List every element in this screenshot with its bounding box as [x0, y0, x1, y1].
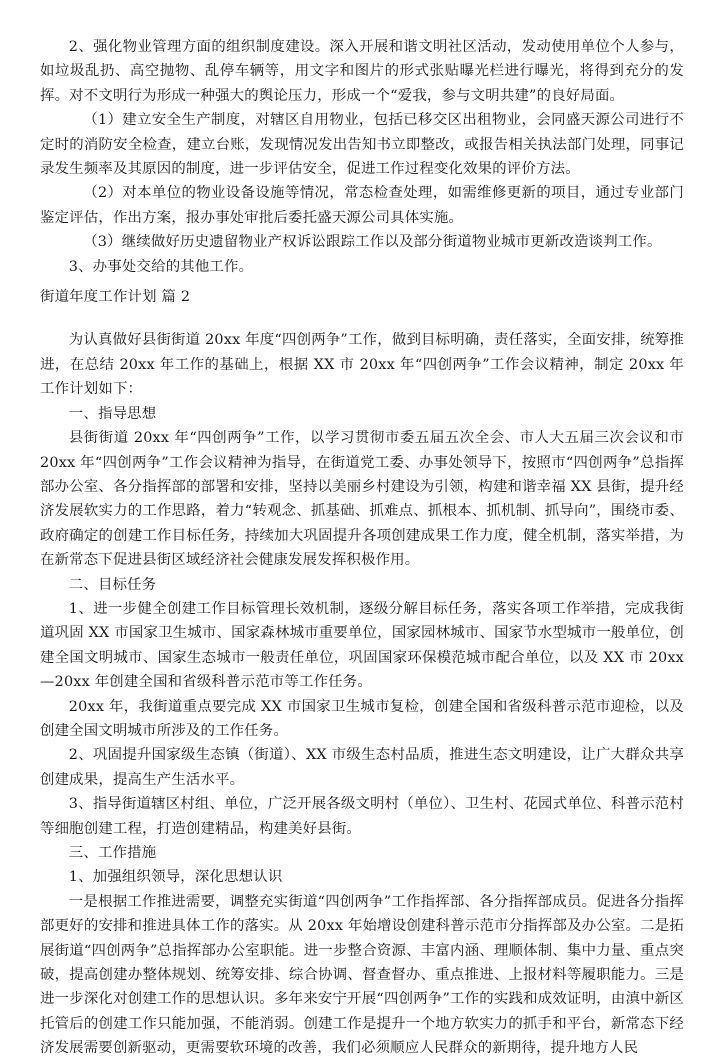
paragraph: 2、巩固提升国家级生态镇（街道）、XX 市级生态村品质，推进生态文明建设，让广大群众共享创建成果，提高生产生活水平。: [40, 747, 684, 788]
paragraph: （2）对本单位的物业设备设施等情况，常态检查处理，如需维修更新的项目，通过专业部门鉴定评估，作出方案，报办事处审批后委托盛天源公司具体实施。: [40, 185, 684, 226]
paragraph: 县街街道 20xx 年“四创两争”工作，以学习贯彻市委五届五次全会、市人大五届三次会议和市 20xx 年“四创两争”工作会议精神为指导，在街道党工委、办事处领导下，按照市“四创两争”总指挥部办公室、各分指挥部的部署和安排，坚持以美丽乡村建设为引领，构建和谐幸福 XX 县街，提升经济发展软实力的工作思路，着力“转观念、抓基础、抓难点、抓根本、抓机制、抓导向”，围绕市委、政府确定的创建工作目标任务，持续加大巩固提升各项创建成果工作力度，健全机制，落实举措，为在新常态下促进县街区域经济社会健康发展发挥积极作用。: [40, 430, 684, 569]
section-title: 街道年度工作计划 篇 2: [40, 289, 191, 306]
paragraph: 一是根据工作推进需要，调整充实街道“四创两争”工作指挥部、各分指挥部成员。促进各分指挥部更好的安排和推进具体工作的落实。从 20xx 年始增设创建科普示范市分指挥部及办公室。二是拓展街道“四创两争”总指挥部办公室职能。进一步整合资源、丰富内涵、理顺体制、集中力量、重点突破，提高创建办整体规划、统筹安排、综合协调、督查督办、重点推进、上报材料等履职能力。三是进一步深化对创建工作的思想认识。多年来安宁开展“四创两争”工作的实践和成效证明，由滇中新区托管后的创建工作只能加强，不能消弱。创建工作是提升一个地方软实力的抓手和平台，新常态下经济发展需要创新驱动，更需要软环境的改善，我们必须顺应人民群众的新期待，提升地方人民: [40, 893, 684, 1057]
section-heading: 二、目标任务: [68, 576, 157, 593]
main-section: [40, 328, 684, 1060]
section-heading: 三、工作措施: [68, 845, 157, 861]
paragraph: 1、进一步健全创建工作目标管理长效机制，逐级分解目标任务，落实各项工作举措，完成我街道巩固 XX 市国家卫生城市、国家森林城市重要单位，国家园林城市、国家节水型城市一般单位，创建全国文明城市、国家生态城市一般责任单位，巩固国家环保模范城市配合单位，以及 XX 市 20xx—20xx 年创建全国和省级科普示范市等工作任务。: [40, 600, 684, 691]
paragraph: 为认真做好县街街道 20xx 年度“四创两争”工作，做到目标明确，责任落实，全面安排，统筹推进，在总结 20xx 年工作的基础上，根据 XX 市 20xx 年“四创两争”工作会议精神，制定 20xx 年工作计划如下：: [40, 332, 684, 398]
top-section: [40, 35, 684, 279]
paragraph: 2、强化物业管理方面的组织制度建设。深入开展和谐文明社区活动，发动使用单位个人参与，如垃圾乱扔、高空抛物、乱停车辆等，用文字和图片的形式张贴曝光栏进行曝光，将得到充分的发挥。对不文明行为形成一种强大的舆论压力，形成一个“爱我，参与文明共建”的良好局面。: [40, 39, 684, 104]
paragraph: （3）继续做好历史遗留物业产权诉讼跟踪工作以及部分街道物业城市更新改造谈判工作。: [83, 234, 662, 251]
paragraph: 1、加强组织领导，深化思想认识: [68, 869, 283, 886]
blank-line: [40, 309, 684, 328]
paragraph: 3、指导街道辖区村组、单位，广泛开展各级文明村（单位）、卫生村、花园式单位、科普示范村等细胞创建工程，打造创建精品，构建美好县街。: [40, 796, 684, 837]
section-heading: 一、指导思想: [68, 405, 157, 422]
paragraph: （1）建立安全生产制度，对辖区自用物业，包括已移交区出租物业，会同盛天源公司进行不定时的消防安全检查，建立台账，发现情况发出告知书立即整改，或报告相关执法部门处理，同事记录发生频率及其原因的制度，进一步评估安全，促进工作过程变化效果的评价方法。: [40, 112, 684, 178]
paragraph: 20xx 年，我街道重点要完成 XX 市国家卫生城市复检，创建全国和省级科普示范市迎检，以及创建全国文明城市所涉及的工作任务。: [40, 698, 684, 739]
document-page: [40, 35, 684, 1061]
paragraph: 3、办事处交给的其他工作。: [68, 258, 254, 275]
